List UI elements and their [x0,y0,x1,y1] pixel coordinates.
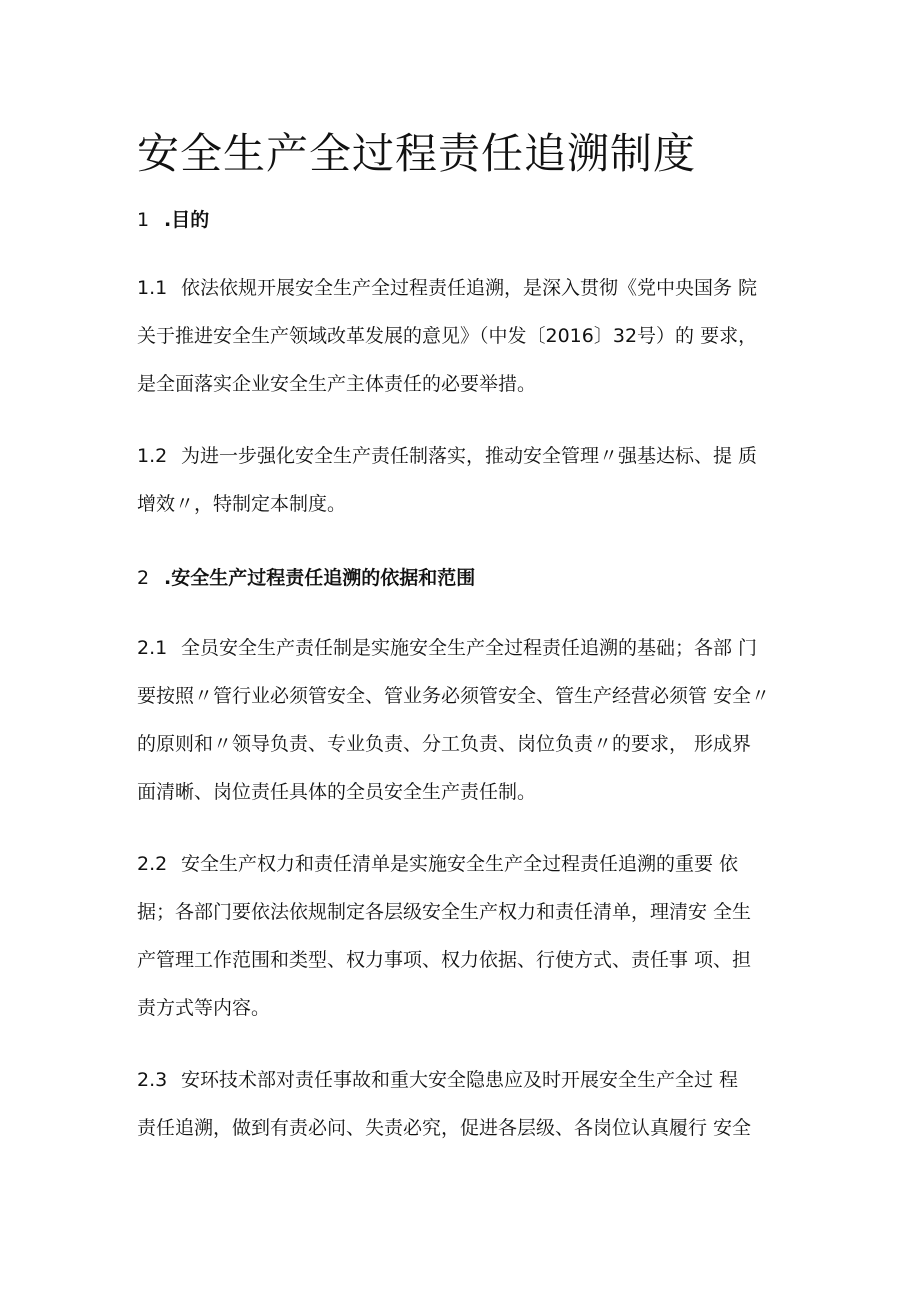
section-title: .安全生产过程责任追溯的依据和范围 [164,567,476,589]
section-heading-1 [137,207,209,233]
paragraph-line: 要按照〃管行业必须管安全、管业务必须管安全、管生产经营必须管 安全〃 [137,685,771,707]
paragraph-line: 关于推进安全生产领域改革发展的意见》（中发〔2016〕32号）的 要求， [137,325,758,347]
section-number: 1 [137,209,150,231]
paragraph-line: 面清晰、岗位责任具体的全员安全生产责任制。 [137,781,537,803]
paragraph-line: 1.1 依法依规开展安全生产全过程责任追溯，是深入贯彻《党中央国务 院 [137,264,787,312]
section-number: 2 [137,567,150,589]
paragraph-1-1 [137,264,787,408]
paragraph-number: 1.1 [137,277,168,299]
paragraph-number: 1.2 [137,445,168,467]
paragraph-line: 责方式等内容。 [137,997,271,1019]
section-title: .目的 [164,209,210,231]
paragraph-line: 1.2 为进一步强化安全生产责任制落实，推动安全管理〃强基达标、提 质 [137,432,787,480]
paragraph-line: 2.3 安环技术部对责任事故和重大安全隐患应及时开展安全生产全过 程 [137,1056,787,1104]
paragraph-1-2 [137,432,787,528]
paragraph-line: 增效〃，特制定本制度。 [137,493,347,515]
paragraph-number: 2.3 [137,1069,168,1091]
paragraph-line: 的原则和〃领导负责、专业负责、分工负责、岗位负责〃的要求， 形成界 [137,733,752,755]
paragraph-2-3 [137,1056,787,1152]
paragraph-line: 产管理工作范围和类型、权力事项、权力依据、行使方式、责任事 项、担 [137,949,752,971]
paragraph-line: 责任追溯，做到有责必问、失责必究，促进各层级、各岗位认真履行 安全 [137,1117,752,1139]
paragraph-number: 2.1 [137,637,168,659]
document-title: 安全生产全过程责任追溯制度 [137,129,697,178]
paragraph-line: 是全面落实企业安全生产主体责任的必要举措。 [137,373,537,395]
paragraph-line: 据；各部门要依法依规制定各层级安全生产权力和责任清单，理清安 全生 [137,901,752,923]
paragraph-2-1 [137,624,787,816]
section-heading-2 [137,565,475,591]
paragraph-number: 2.2 [137,853,168,875]
paragraph-2-2 [137,840,787,1032]
paragraph-line: 2.1 全员安全生产责任制是实施安全生产全过程责任追溯的基础；各部 门 [137,624,787,672]
paragraph-line: 2.2 安全生产权力和责任清单是实施安全生产全过程责任追溯的重要 依 [137,840,787,888]
